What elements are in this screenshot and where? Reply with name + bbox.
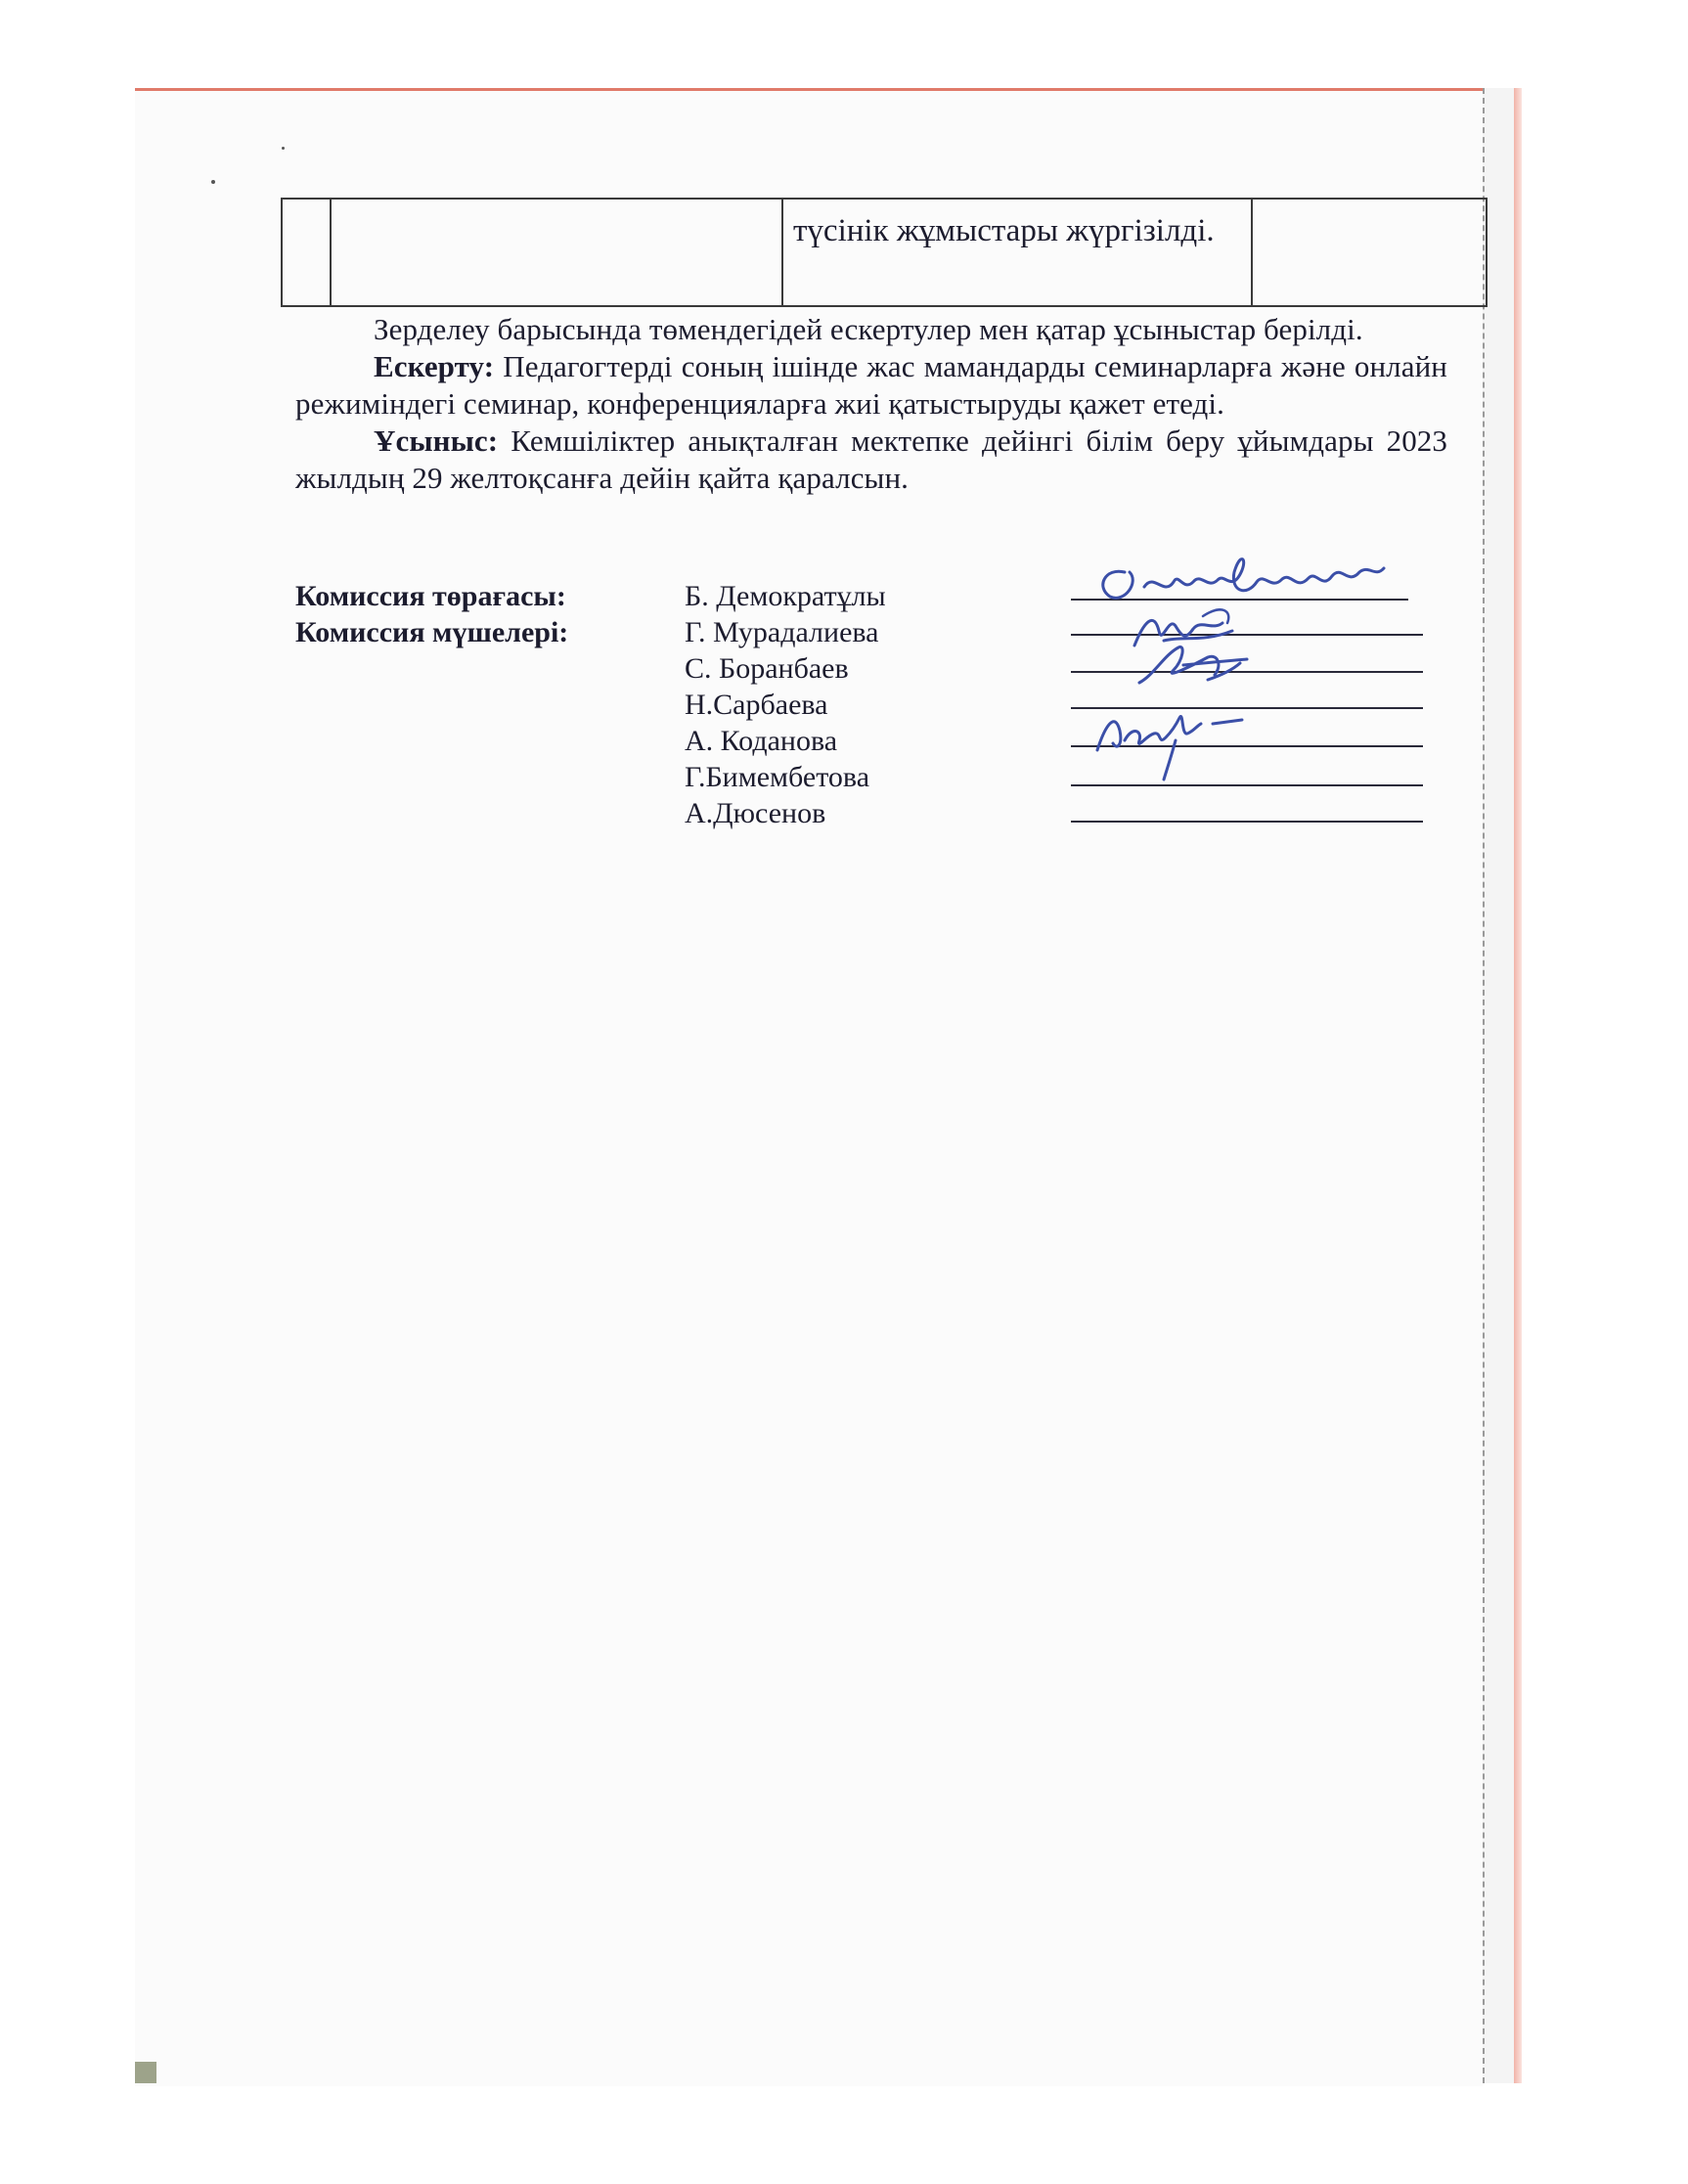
table-cell-description — [782, 199, 1252, 306]
proposal-label: Ұсыныс: — [374, 423, 499, 458]
warning-label: Ескерту: — [374, 349, 495, 383]
scan-speck — [282, 147, 285, 150]
signature-line — [1071, 821, 1423, 823]
member-name: А.Дюсенов — [685, 797, 826, 829]
red-page-edge — [1514, 88, 1522, 2083]
signature-member — [1125, 636, 1271, 694]
chair-label: Комиссия төрағасы: — [295, 580, 566, 612]
table-fragment — [281, 198, 1488, 307]
table-cell-note — [1252, 199, 1487, 306]
members-label: Комиссия мүшелері: — [295, 616, 569, 648]
proposal-text: Кемшіліктер анықталған мектепке дейінгі білім беру ұйымдары 2023 жылдың 29 желтоқсанға дейін қайта қаралсын. — [295, 423, 1447, 495]
member-name: Г.Бимембетова — [685, 761, 870, 793]
member-name: А. Коданова — [685, 725, 838, 757]
table-cell-number — [282, 199, 331, 306]
signature-line — [1071, 784, 1423, 786]
warning-paragraph — [295, 348, 1447, 423]
member-name: Г. Мурадалиева — [685, 616, 879, 648]
table-cell-item — [331, 199, 782, 306]
proposal-paragraph — [295, 423, 1447, 497]
member-name: Н.Сарбаева — [685, 689, 828, 721]
intro-text: Зерделеу барысында төмендегідей ескертулер мен қатар ұсыныстар берілді. — [374, 312, 1363, 346]
member-name: С. Боранбаев — [685, 652, 849, 685]
warning-text: Педагогтерді соның ішінде жас мамандарды семинарларға және онлайн режиміндегі семинар, конференцияларға жиі қатыстыруды қажет етеді. — [295, 349, 1447, 421]
scan-mark — [135, 2062, 156, 2083]
chair-name: Б. Демократұлы — [685, 580, 886, 612]
scan-speck — [211, 180, 215, 184]
table-cell-text: түсінік жұмыстары жүргізілді. — [793, 213, 1215, 248]
intro-paragraph — [295, 311, 1447, 348]
table-row — [282, 199, 1487, 306]
signature-member — [1086, 696, 1252, 784]
page-edge-strip — [1483, 88, 1516, 2083]
